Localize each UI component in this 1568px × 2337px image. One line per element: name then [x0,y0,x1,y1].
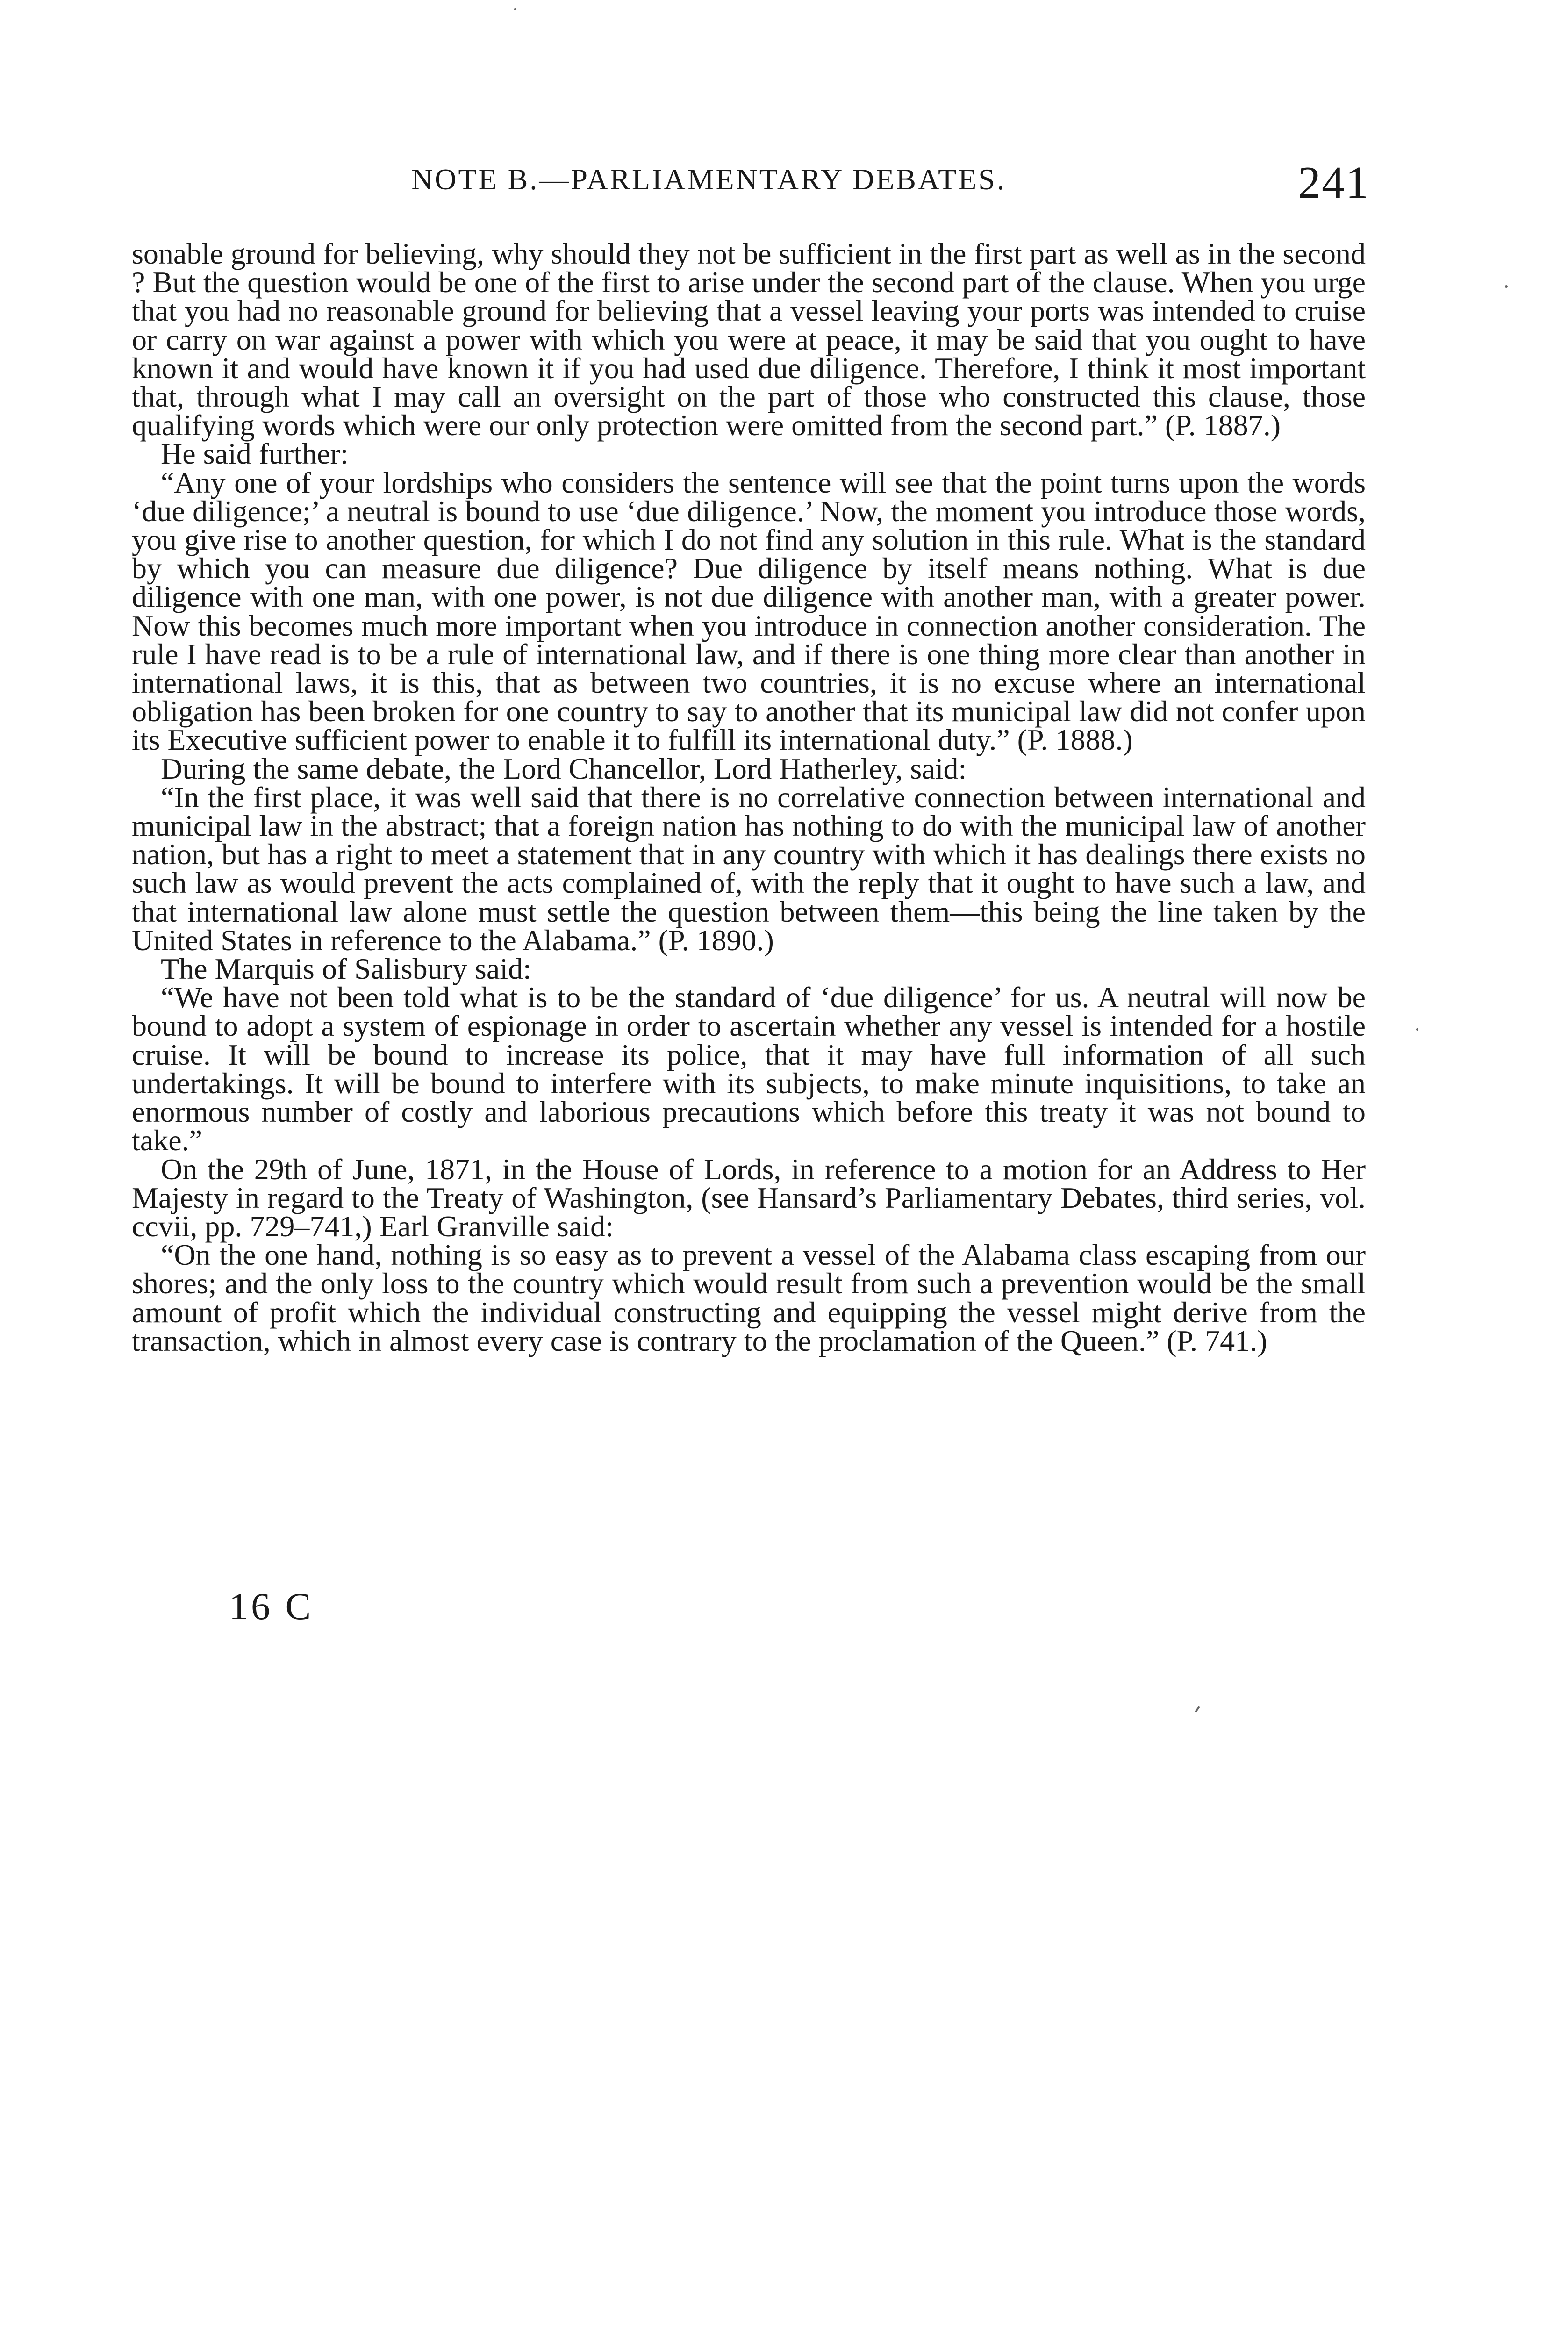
print-speck [514,8,516,10]
paragraph-lord-chancellor-intro: During the same debate, the Lord Chancellor, Lord Hatherley, said: [161,752,967,785]
paragraph-house-of-lords: On the 29th of June, 1871, in the House of Lords, in reference to a motion for an Address to Her Majesty in regard to the Treaty of Washington, (see Hansard’s Parliamentary Debates, third series, vol. ccvii, pp. 729–741,) Earl Granville said: [132,1152,1366,1243]
page-number: 241 [1298,158,1369,208]
paragraph-he-said-further: He said further: [161,437,349,471]
paragraph-salisbury-intro: The Marquis of Salisbury said: [161,952,531,986]
body-text [132,239,1366,1355]
paragraph-quote-due-diligence: “Any one of your lordships who considers the sentence will see that the point turns upon the words ‘due diligence;’ a neutral is bound to use ‘due diligence.’ Now, the moment you introduce those words, you give rise to another question, for which I do not find any solution in this rule. What is the standard by which you can measure due diligence? Due diligence by itself means nothing. What is due diligence with one man, with one power, is not due diligence with another man, with a greater power. Now this becomes much more important when you introduce in connection another consideration. The rule I have read is to be a rule of international law, and if there is one thing more clear than another in international laws, it is this, that as between two countries, it is no excuse where an international obligation has been broken for one country to say to another that its municipal law did not confer upon its Executive sufficient power to enable it to fulfill its international duty.” (P. 1888.) [132,466,1366,757]
paragraph-quote-salisbury: “We have not been told what is to be the standard of ‘due diligence’ for us. A neutral will now be bound to adopt a system of espionage in order to ascertain whether any vessel is intended for a hostile cruise. It will be bound to increase its police, that it may have full information of all such undertakings. It will be bound to interfere with its subjects, to make minute inquisitions, to take an enormous number of costly and laborious precautions which before this treaty it was not bound to take.” [132,981,1366,1157]
print-speck [1416,1028,1418,1031]
paragraph-quote-lord-hatherley: “In the first place, it was well said that there is no correlative connection between international and municipal law in the abstract; that a foreign nation has nothing to do with the municipal law of another nation, but has a right to meet a statement that in any country with which it has dealings there exists no such law as would prevent the acts complained of, with the reply that it ought to have such a law, and that international law alone must settle the question between them—this being the line taken by the United States in reference to the Alabama.” (P. 1890.) [132,780,1366,957]
page-header [411,157,1369,208]
print-speck [1195,1706,1200,1713]
print-speck [1505,285,1508,288]
paragraph-continuation: sonable ground for believing, why should they not be sufficient in the first part as well as in the second ? But the question would be one of the first to arise under the second part of the clause. When you urge that you had no reasonable ground for believing that a vessel leaving your ports was intended to cruise or carry on war against a power with which you were at peace, it may be said that you ought to have known it and would have known it if you had used due diligence. Therefore, I think it most important that, through what I may call an oversight on the part of those who constructed this clause, those qualifying words which were our only protection were omitted from the second part.” (P. 1887.) [132,237,1366,442]
running-head: NOTE B.—PARLIAMENTARY DEBATES. [411,163,1006,196]
signature-mark: 16 C [229,1585,314,1627]
paragraph-quote-granville: “On the one hand, nothing is so easy as to prevent a vessel of the Alabama class escaping from our shores; and the only loss to the country which would result from such a prevention would be the small amount of profit which the individual constructing and equipping the vessel might derive from the transaction, which in almost every case is contrary to the proclamation of the Queen.” (P. 741.) [132,1238,1366,1357]
